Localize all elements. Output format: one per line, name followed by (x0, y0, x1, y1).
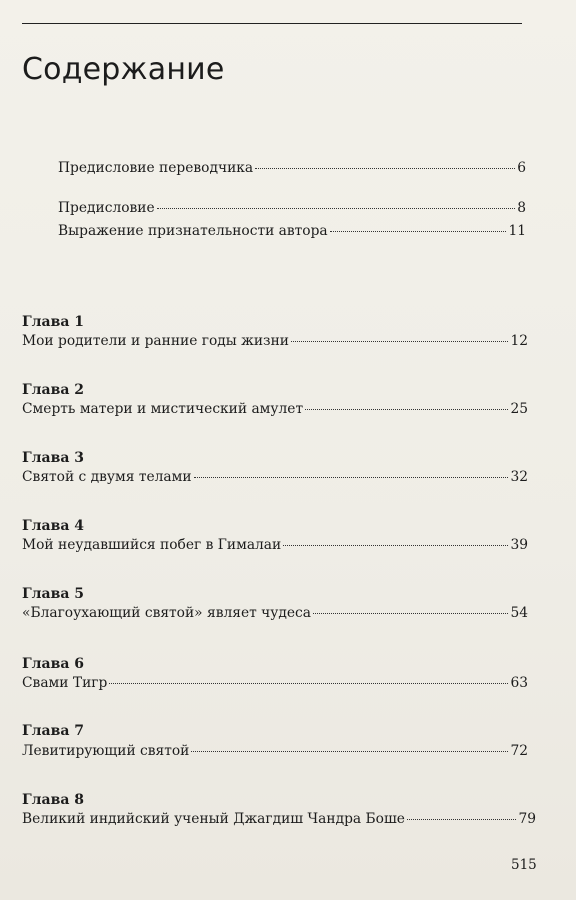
leader-dots (330, 231, 507, 232)
leader-dots (157, 208, 516, 209)
page-title: Содержание (22, 52, 225, 87)
toc-entry-chapter (22, 400, 528, 418)
toc-entry-label: Левитирующий святой (22, 743, 190, 759)
toc-entry-chapter (22, 742, 528, 760)
page-number: 515 (511, 857, 537, 873)
leader-dots (291, 341, 508, 342)
leader-dots (255, 168, 515, 169)
top-rule (22, 23, 522, 24)
toc-entry-chapter (22, 468, 528, 486)
toc-entry-page: 12 (510, 333, 528, 349)
toc-entry-page: 32 (510, 469, 528, 485)
toc-entry-label: Мои родители и ранние годы жизни (22, 333, 289, 349)
toc-entry-front (58, 222, 526, 240)
toc-entry-page: 39 (510, 537, 528, 553)
toc-entry-label: Смерть матери и мистический амулет (22, 401, 304, 417)
chapter-heading: Глава 8 (22, 792, 85, 808)
toc-entry-page: 25 (510, 401, 528, 417)
toc-entry-page: 54 (510, 605, 528, 621)
toc-entry-chapter (22, 332, 528, 350)
toc-entry-label: Мой неудавшийся побег в Гималаи (22, 537, 282, 553)
toc-entry-page: 79 (518, 811, 536, 827)
leader-dots (109, 683, 508, 684)
toc-entry-page: 63 (510, 675, 528, 691)
toc-entry-page: 11 (508, 223, 526, 239)
chapter-heading: Глава 1 (22, 314, 85, 330)
toc-entry-chapter (22, 810, 536, 828)
toc-entry-chapter (22, 604, 528, 622)
toc-entry-front (58, 199, 526, 217)
leader-dots (194, 477, 509, 478)
leader-dots (191, 751, 508, 752)
chapter-heading: Глава 5 (22, 586, 85, 602)
toc-entry-label: Предисловие (58, 200, 155, 216)
chapter-heading: Глава 2 (22, 382, 85, 398)
leader-dots (313, 613, 508, 614)
chapter-heading: Глава 7 (22, 723, 85, 739)
chapter-heading: Глава 6 (22, 656, 85, 672)
toc-entry-label: Свами Тигр (22, 675, 108, 691)
toc-entry-label: Великий индийский ученый Джагдиш Чандра Боше (22, 811, 405, 827)
toc-entry-label: Предисловие переводчика (58, 160, 254, 176)
toc-entry-page: 6 (517, 160, 526, 176)
leader-dots (283, 545, 508, 546)
leader-dots (407, 819, 516, 820)
chapter-heading: Глава 3 (22, 450, 85, 466)
toc-entry-front (58, 159, 526, 177)
leader-dots (305, 409, 508, 410)
toc-entry-label: Выражение признательности автора (58, 223, 328, 239)
toc-entry-chapter (22, 674, 528, 692)
toc-entry-page: 72 (510, 743, 528, 759)
toc-entry-label: Святой с двумя телами (22, 469, 192, 485)
toc-entry-label: «Благоухающий святой» являет чудеса (22, 605, 311, 621)
toc-entry-chapter (22, 536, 528, 554)
chapter-heading: Глава 4 (22, 518, 85, 534)
toc-entry-page: 8 (517, 200, 526, 216)
